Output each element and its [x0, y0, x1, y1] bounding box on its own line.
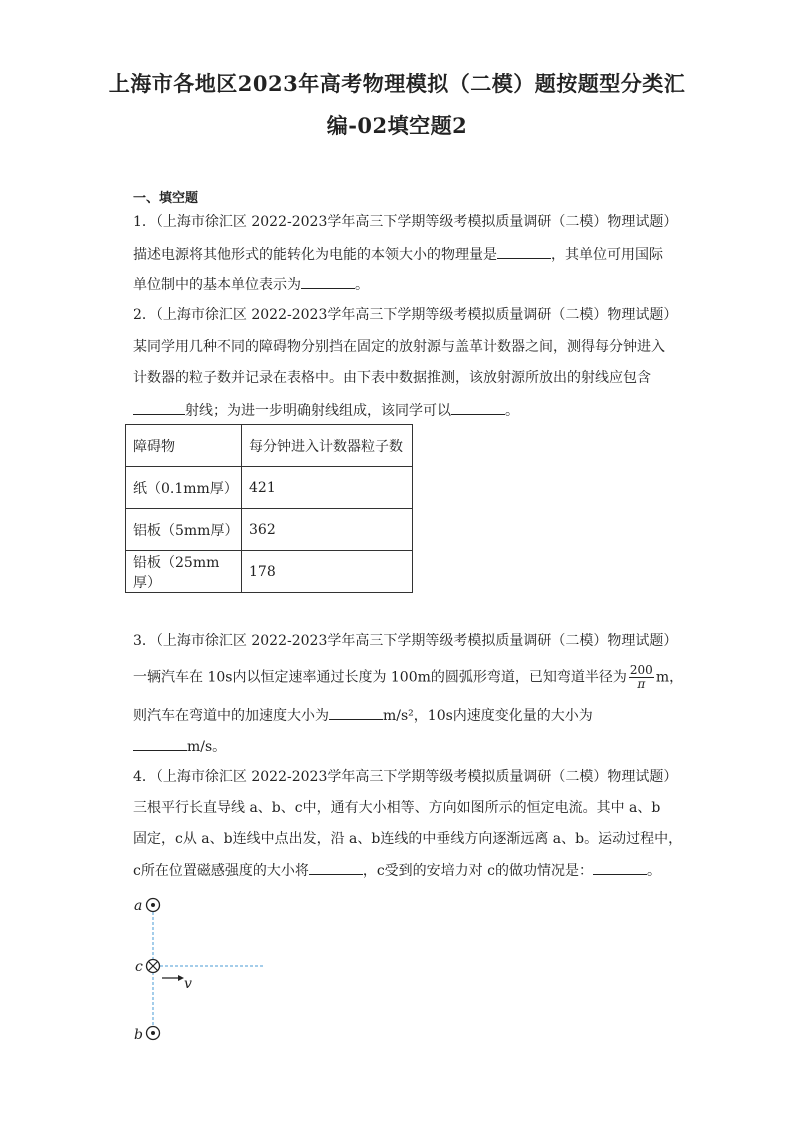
q3-text-4b: m/s。	[187, 739, 227, 755]
page-title-line-1: 上海市各地区2023年高考物理模拟（二模）题按题型分类汇	[108, 71, 686, 96]
q1-text-2b: ，其单位可用国际	[551, 247, 663, 263]
q1-blank-2[interactable]	[301, 274, 355, 289]
q3-text-4	[133, 736, 226, 757]
q2-text-2: 某同学用几种不同的障碍物分别挡在固定的放射源与盖革计数器之间，测得每分钟进入	[133, 339, 665, 355]
q4-text-4c: 。	[646, 863, 661, 879]
q4-blank-2[interactable]	[593, 860, 647, 875]
table-cell: 铅板（25mm厚）	[126, 551, 242, 593]
q1-text-3b: 。	[355, 277, 369, 293]
q2-text-3: 计数器的粒子数并记录在表格中。由下表中数据推测，该放射源所放出的射线应包含	[133, 370, 651, 386]
q3-blank-2[interactable]	[133, 736, 187, 751]
table-cell: 421	[242, 467, 413, 509]
table-row	[126, 509, 413, 551]
q4-text-4a: c所在位置磁感强度的大小将	[133, 863, 309, 879]
page-title-line-2: 编-02填空题2	[326, 113, 468, 138]
q1-text-2	[133, 244, 663, 265]
table-cell: 纸（0.1mm厚）	[126, 467, 242, 509]
wires-figure	[125, 890, 275, 1050]
q2-text-4b: 。	[505, 403, 519, 419]
wire-a-dot-icon	[151, 903, 155, 907]
q4-source: 4．（上海市徐汇区 2022-2023学年高三下学期等级考模拟质量调研（二模）物理试题）	[133, 769, 678, 785]
label-b: b	[134, 1027, 143, 1043]
q2-text-4	[133, 400, 519, 421]
fraction-numerator: 200	[629, 663, 653, 677]
q4-text-4b: ，c受到的安培力对 c的做功情况是：	[362, 863, 593, 879]
table-header-cell: 每分钟进入计数器粒子数	[242, 425, 413, 467]
table-header-cell: 障碍物	[126, 425, 242, 467]
q1-blank-1[interactable]	[497, 244, 551, 259]
label-a: a	[134, 898, 143, 914]
table-header-row	[126, 425, 413, 467]
section-heading: 一、填空题	[133, 191, 199, 206]
q3-text-2b: m，	[655, 669, 684, 686]
table-cell: 178	[242, 551, 413, 593]
wire-b-dot-icon	[151, 1031, 155, 1035]
particle-count-table	[125, 424, 413, 593]
q3-blank-1[interactable]	[329, 705, 383, 720]
q1-source: 1．（上海市徐汇区 2022-2023学年高三下学期等级考模拟质量调研（二模）物理试题）	[133, 214, 678, 230]
q1-text-2a: 描述电源将其他形式的能转化为电能的本领大小的物理量是	[133, 247, 497, 263]
q2-blank-2[interactable]	[451, 400, 505, 415]
q2-source: 2．（上海市徐汇区 2022-2023学年高三下学期等级考模拟质量调研（二模）物理试题）	[133, 307, 678, 323]
radius-fraction	[629, 664, 654, 691]
q3-text-2	[133, 664, 683, 691]
table-cell: 362	[242, 509, 413, 551]
q4-blank-1[interactable]	[309, 860, 363, 875]
fraction-denominator: π	[637, 677, 646, 691]
label-c: c	[135, 959, 143, 975]
q4-text-4	[133, 860, 661, 881]
q1-text-3a: 单位制中的基本单位表示为	[133, 277, 301, 293]
table-row	[126, 467, 413, 509]
table-row	[126, 551, 413, 593]
q3-source: 3．（上海市徐汇区 2022-2023学年高三下学期等级考模拟质量调研（二模）物理试题）	[133, 633, 678, 649]
q4-text-2: 三根平行长直导线 a、b、c中，通有大小相等、方向如图所示的恒定电流。其中 a、b	[133, 800, 661, 816]
q4-text-3: 固定，c从 a、b连线中点出发，沿 a、b连线的中垂线方向逐渐远离 a、b。运动过程中，	[133, 831, 683, 847]
label-v: v	[184, 976, 192, 992]
q2-blank-1[interactable]	[133, 400, 185, 415]
q1-text-3	[133, 274, 369, 295]
table-cell: 铝板（5mm厚）	[126, 509, 242, 551]
q2-text-4a: 射线；为进一步明确射线组成，该同学可以	[185, 403, 451, 419]
q3-text-3b: m/s²，10s内速度变化量的大小为	[383, 708, 593, 724]
q3-text-2a: 一辆汽车在 10s内以恒定速率通过长度为 100m的圆弧形弯道，已知弯道半径为	[133, 669, 627, 686]
q3-text-3	[133, 705, 593, 726]
q3-text-3a: 则汽车在弯道中的加速度大小为	[133, 708, 329, 724]
